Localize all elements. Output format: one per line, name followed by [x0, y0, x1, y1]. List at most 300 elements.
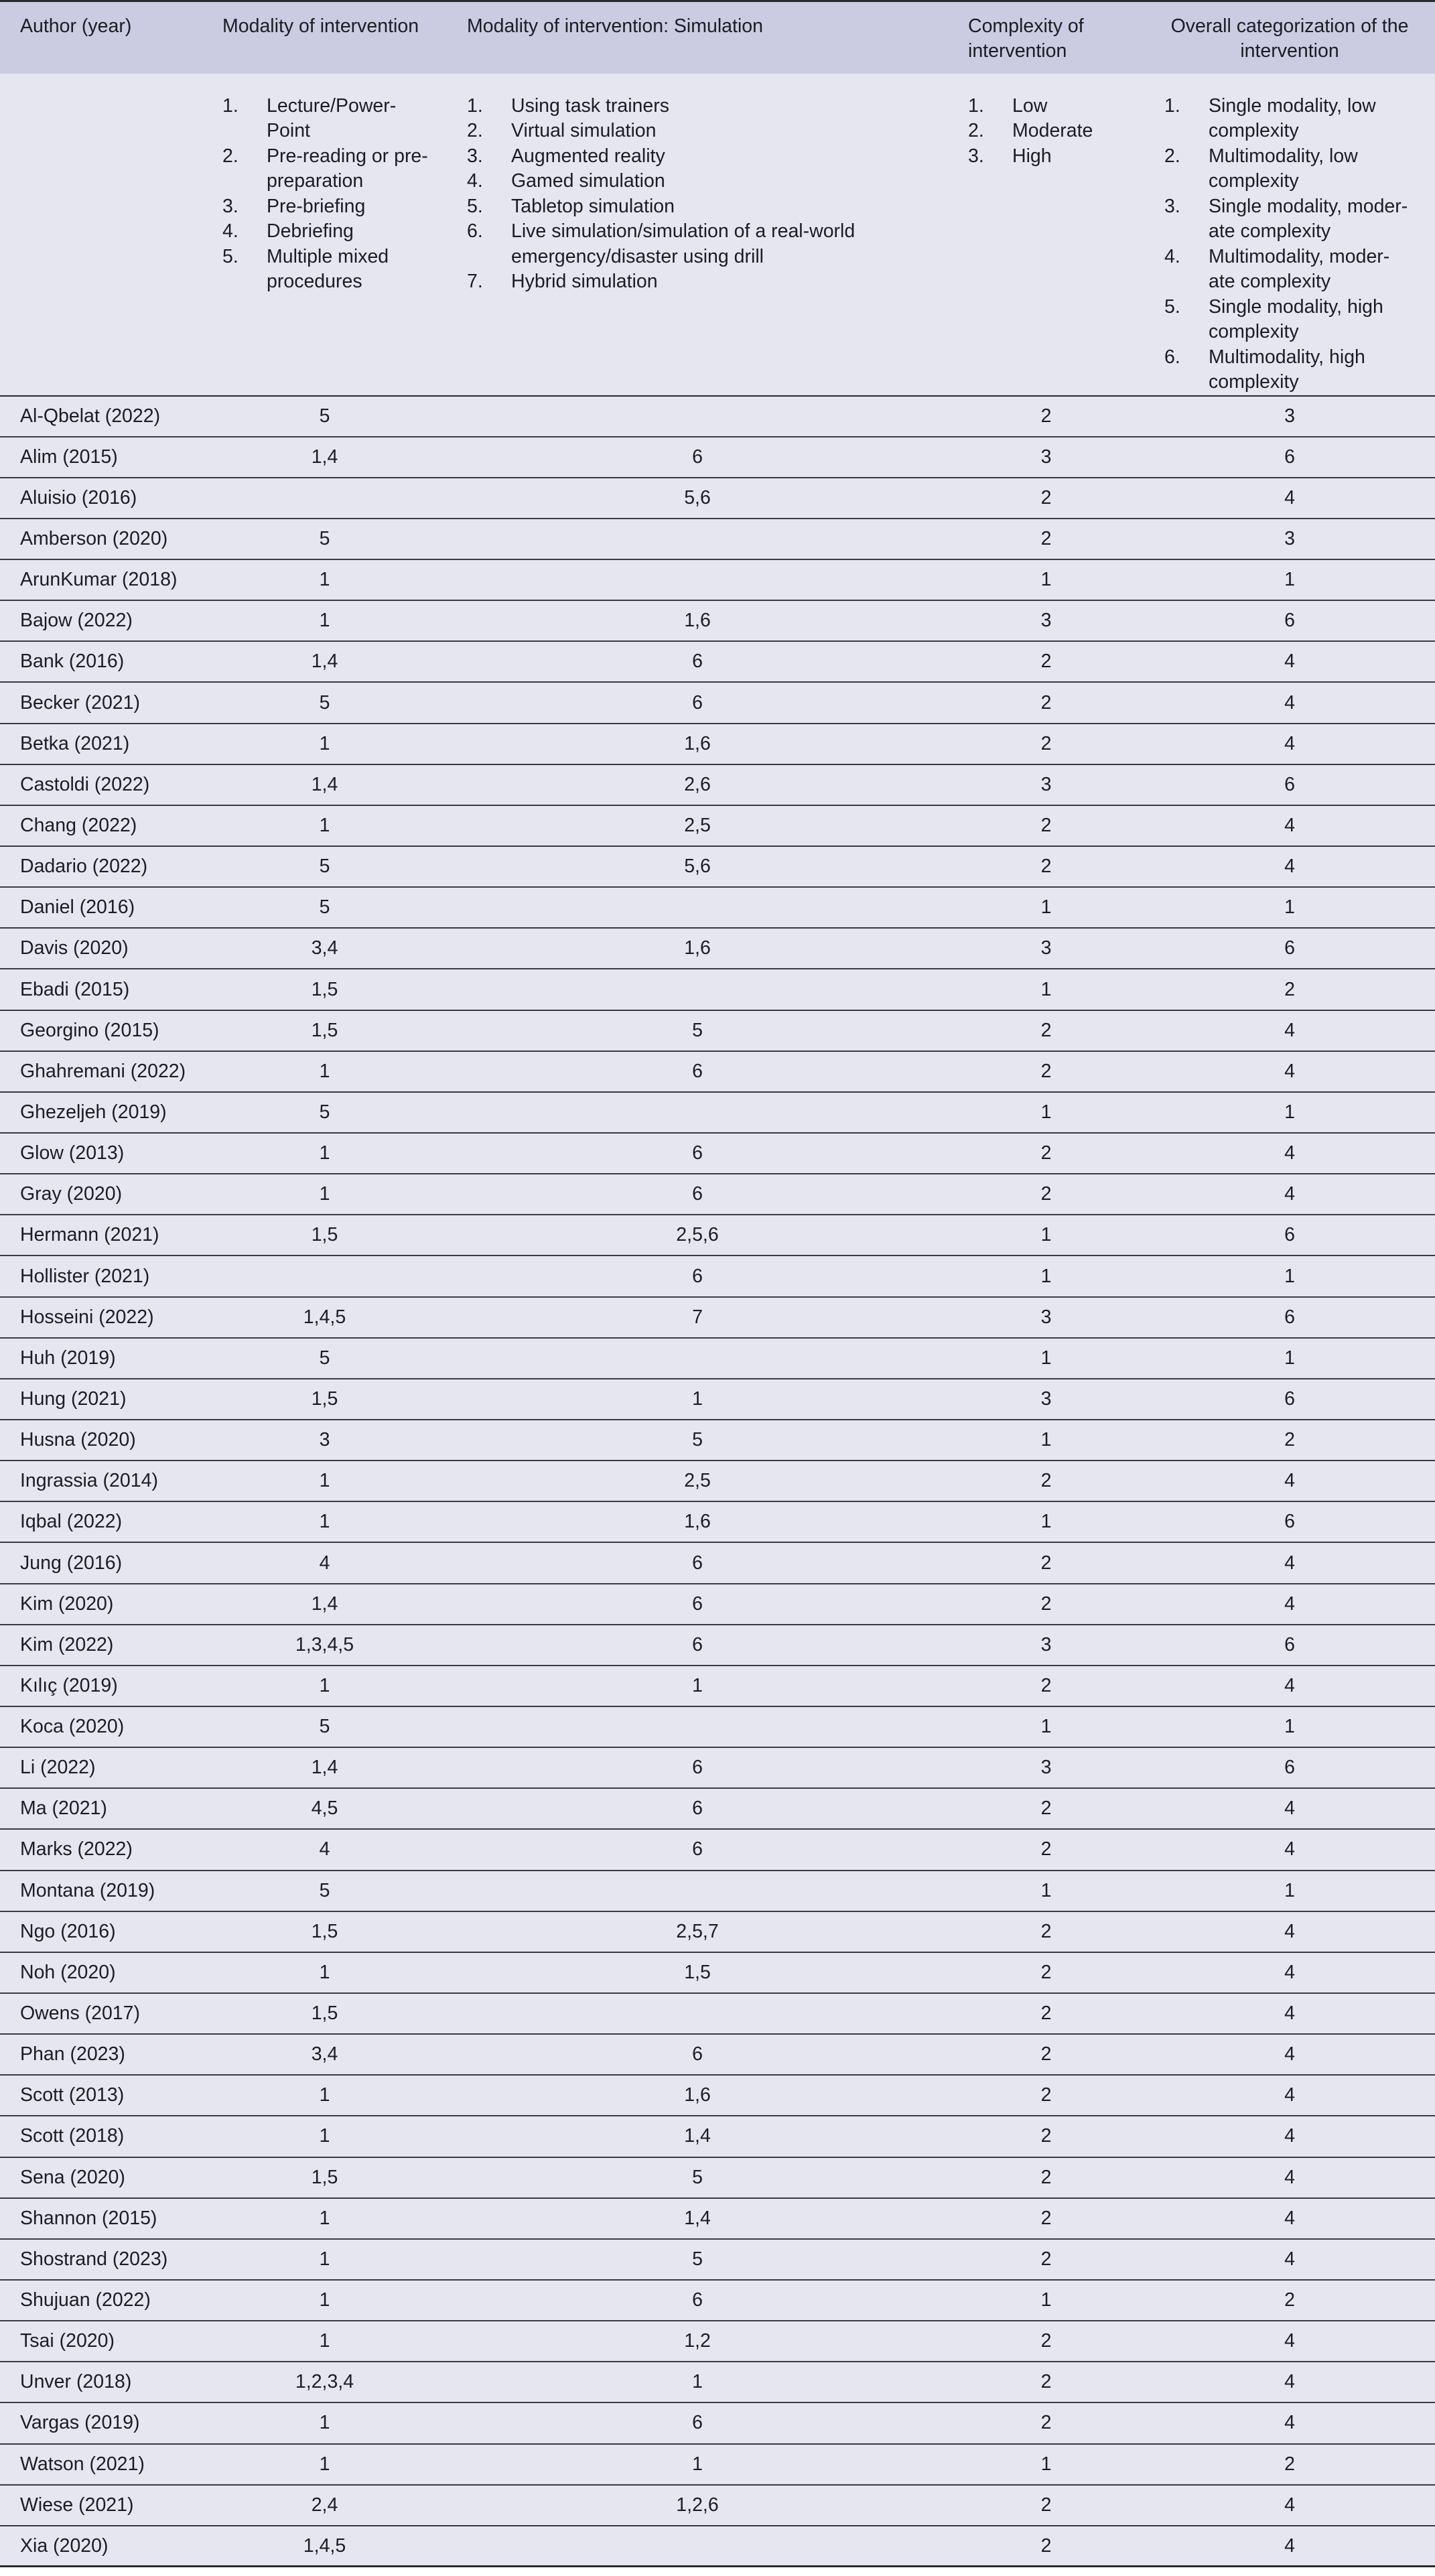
author-cell: Ghezeljeh (2019) [0, 1092, 202, 1133]
simulation-cell: 1 [447, 1666, 948, 1706]
table-row [0, 1952, 1435, 1993]
complexity-cell: 1 [948, 969, 1144, 1010]
simulation-cell: 2,5,6 [447, 1215, 948, 1256]
complexity-cell: 3 [948, 437, 1144, 478]
modality-cell: 1,4,5 [202, 2526, 447, 2567]
modality-cell: 5 [202, 846, 447, 887]
complexity-cell: 2 [948, 805, 1144, 846]
complexity-cell: 1 [948, 559, 1144, 600]
modality-cell: 1 [202, 1461, 447, 1501]
modality-cell: 1 [202, 805, 447, 846]
overall-cell: 4 [1144, 1051, 1435, 1092]
complexity-cell: 1 [948, 2280, 1144, 2321]
modality-cell: 1,5 [202, 1215, 447, 1256]
author-cell: ArunKumar (2018) [0, 559, 202, 600]
complexity-cell: 2 [948, 1174, 1144, 1215]
legend-item-text: Using task trainers [511, 94, 670, 117]
simulation-cell: 6 [447, 1584, 948, 1625]
legend-item-text: Pre-briefing [267, 195, 366, 217]
complexity-cell: 2 [948, 641, 1144, 682]
modality-legend-item [222, 245, 433, 295]
legend-item-number: 1. [467, 94, 483, 117]
table-row [0, 2362, 1435, 2402]
complexity-legend-list [968, 94, 1138, 170]
simulation-cell: 6 [447, 1747, 948, 1788]
modality-cell: 1,5 [202, 1379, 447, 1420]
simulation-cell: 6 [447, 1788, 948, 1829]
overall-cell: 4 [1144, 2157, 1435, 2198]
author-cell: Owens (2017) [0, 1993, 202, 2034]
table-row [0, 1542, 1435, 1583]
author-cell: Alim (2015) [0, 437, 202, 478]
table-row [0, 724, 1435, 764]
legend-complexity [948, 74, 1144, 396]
table-row [0, 2280, 1435, 2321]
complexity-cell: 3 [948, 764, 1144, 805]
overall-cell: 4 [1144, 1542, 1435, 1583]
author-cell: Shannon (2015) [0, 2198, 202, 2239]
simulation-cell: 5 [447, 2239, 948, 2280]
modality-cell: 1 [202, 1952, 447, 1993]
legend-item-number: 5. [1164, 295, 1180, 318]
legend-item-number: 5. [222, 245, 238, 267]
legend-author-empty [0, 74, 202, 396]
author-cell: Xia (2020) [0, 2526, 202, 2567]
overall-cell: 4 [1144, 1174, 1435, 1215]
overall-cell: 4 [1144, 641, 1435, 682]
table-row [0, 887, 1435, 928]
table-row [0, 1501, 1435, 1542]
simulation-cell: 6 [447, 1829, 948, 1870]
table-row [0, 1584, 1435, 1625]
modality-legend-item [222, 94, 433, 144]
legend-simulation [447, 74, 948, 396]
modality-cell: 1,4 [202, 1584, 447, 1625]
table-row [0, 437, 1435, 478]
complexity-cell: 1 [948, 1420, 1144, 1461]
modality-legend-list [222, 94, 433, 295]
overall-cell: 6 [1144, 1297, 1435, 1338]
table-row [0, 2239, 1435, 2280]
author-cell: Bank (2016) [0, 641, 202, 682]
simulation-cell: 2,5 [447, 1461, 948, 1501]
overall-cell: 1 [1144, 887, 1435, 928]
simulation-cell [447, 396, 948, 437]
complexity-cell: 2 [948, 2402, 1144, 2443]
legend-item-number: 4. [222, 220, 238, 242]
table-row [0, 2198, 1435, 2239]
author-cell: Watson (2021) [0, 2444, 202, 2485]
overall-cell: 2 [1144, 2444, 1435, 2485]
legend-item-number: 6. [467, 220, 483, 242]
overall-cell: 1 [1144, 559, 1435, 600]
modality-cell: 1,4 [202, 437, 447, 478]
legend-item-text: Single modality, moder-ate complexity [1209, 195, 1408, 242]
simulation-legend-item [467, 269, 935, 295]
simulation-cell: 5,6 [447, 478, 948, 519]
modality-cell: 1 [202, 1666, 447, 1706]
author-cell: Ingrassia (2014) [0, 1461, 202, 1501]
complexity-cell: 1 [948, 1256, 1144, 1296]
overall-legend-item [1164, 245, 1415, 295]
table-row [0, 519, 1435, 559]
modality-cell: 1,4 [202, 764, 447, 805]
simulation-cell: 6 [447, 1133, 948, 1174]
modality-legend-item [222, 219, 433, 245]
legend-item-text: Pre-reading or pre-preparation [267, 145, 428, 192]
overall-cell: 6 [1144, 1379, 1435, 1420]
complexity-legend-item [968, 144, 1138, 170]
modality-cell: 1 [202, 2444, 447, 2485]
simulation-cell: 6 [447, 2402, 948, 2443]
author-cell: Hosseini (2022) [0, 1297, 202, 1338]
legend-item-number: 1. [1164, 94, 1180, 117]
table-row [0, 2526, 1435, 2567]
author-cell: Montana (2019) [0, 1871, 202, 1911]
overall-cell: 6 [1144, 764, 1435, 805]
overall-cell: 4 [1144, 682, 1435, 723]
overall-cell: 4 [1144, 2116, 1435, 2157]
table-row [0, 1420, 1435, 1461]
modality-cell: 1 [202, 724, 447, 764]
simulation-legend-item [467, 169, 935, 194]
author-cell: Ghahremani (2022) [0, 1051, 202, 1092]
complexity-cell: 2 [948, 2198, 1144, 2239]
table-row [0, 764, 1435, 805]
modality-cell: 1 [202, 2198, 447, 2239]
table-row [0, 641, 1435, 682]
overall-cell: 4 [1144, 846, 1435, 887]
overall-cell: 4 [1144, 1788, 1435, 1829]
author-cell: Georgino (2015) [0, 1010, 202, 1051]
author-cell: Hung (2021) [0, 1379, 202, 1420]
modality-cell: 1 [202, 2402, 447, 2443]
author-cell: Ngo (2016) [0, 1911, 202, 1952]
legend-row [0, 74, 1435, 396]
author-cell: Al-Qbelat (2022) [0, 396, 202, 437]
table-row [0, 2402, 1435, 2443]
simulation-cell: 1,5 [447, 1952, 948, 1993]
overall-cell: 6 [1144, 437, 1435, 478]
author-cell: Kim (2020) [0, 1584, 202, 1625]
table-row [0, 928, 1435, 969]
modality-cell: 1,3,4,5 [202, 1625, 447, 1666]
modality-cell: 1 [202, 559, 447, 600]
simulation-cell: 6 [447, 1625, 948, 1666]
modality-cell: 3,4 [202, 928, 447, 969]
simulation-cell [447, 2526, 948, 2567]
complexity-cell: 2 [948, 1133, 1144, 1174]
overall-cell: 4 [1144, 478, 1435, 519]
header-row [0, 1, 1435, 74]
modality-cell: 5 [202, 1092, 447, 1133]
overall-cell: 4 [1144, 1829, 1435, 1870]
simulation-cell: 5,6 [447, 846, 948, 887]
modality-cell: 1,5 [202, 2157, 447, 2198]
complexity-cell: 1 [948, 1092, 1144, 1133]
legend-item-text: High [1012, 145, 1052, 167]
author-cell: Ebadi (2015) [0, 969, 202, 1010]
modality-cell: 2,4 [202, 2485, 447, 2526]
overall-cell: 4 [1144, 805, 1435, 846]
table-row [0, 2034, 1435, 2075]
simulation-cell: 1 [447, 2444, 948, 2485]
overall-cell: 4 [1144, 2362, 1435, 2402]
simulation-cell: 6 [447, 437, 948, 478]
table-row [0, 1625, 1435, 1666]
simulation-cell: 5 [447, 1420, 948, 1461]
table-row [0, 1010, 1435, 1051]
overall-cell: 4 [1144, 1666, 1435, 1706]
complexity-legend-item [968, 119, 1138, 144]
overall-cell: 4 [1144, 724, 1435, 764]
simulation-cell: 1,6 [447, 724, 948, 764]
overall-cell: 4 [1144, 1911, 1435, 1952]
legend-item-text: Multiple mixed procedures [267, 245, 389, 292]
simulation-cell: 6 [447, 641, 948, 682]
modality-cell: 1 [202, 1133, 447, 1174]
author-cell: Glow (2013) [0, 1133, 202, 1174]
modality-cell: 4 [202, 1542, 447, 1583]
author-cell: Shostrand (2023) [0, 2239, 202, 2280]
complexity-cell: 2 [948, 2526, 1144, 2567]
modality-cell: 1,5 [202, 969, 447, 1010]
simulation-cell: 2,5,7 [447, 1911, 948, 1952]
table-row [0, 478, 1435, 519]
modality-cell: 1,5 [202, 1911, 447, 1952]
legend-item-number: 6. [1164, 346, 1180, 368]
author-cell: Scott (2018) [0, 2116, 202, 2157]
overall-cell: 1 [1144, 1092, 1435, 1133]
author-cell: Hermann (2021) [0, 1215, 202, 1256]
simulation-cell: 1 [447, 2362, 948, 2402]
complexity-cell: 3 [948, 1747, 1144, 1788]
modality-cell [202, 1256, 447, 1296]
complexity-cell: 2 [948, 682, 1144, 723]
author-cell: Marks (2022) [0, 1829, 202, 1870]
simulation-legend-list [467, 94, 935, 295]
legend-item-number: 3. [1164, 195, 1180, 217]
table-row [0, 1871, 1435, 1911]
complexity-cell: 3 [948, 1297, 1144, 1338]
overall-cell: 3 [1144, 396, 1435, 437]
modality-cell: 1 [202, 1051, 447, 1092]
table-row [0, 2157, 1435, 2198]
legend-item-text: Gamed simulation [511, 170, 665, 192]
complexity-cell: 1 [948, 1871, 1144, 1911]
overall-cell: 1 [1144, 1338, 1435, 1379]
legend-item-number: 1. [222, 94, 238, 117]
simulation-cell [447, 519, 948, 559]
table-row [0, 396, 1435, 437]
author-cell: Wiese (2021) [0, 2485, 202, 2526]
complexity-cell: 2 [948, 1584, 1144, 1625]
simulation-cell: 1,6 [447, 1501, 948, 1542]
legend-item-number: 3. [467, 145, 483, 167]
author-cell: Amberson (2020) [0, 519, 202, 559]
author-cell: Kim (2022) [0, 1625, 202, 1666]
simulation-cell [447, 1706, 948, 1747]
overall-cell: 4 [1144, 2402, 1435, 2443]
table-row [0, 1051, 1435, 1092]
author-cell: Chang (2022) [0, 805, 202, 846]
modality-cell: 1 [202, 2239, 447, 2280]
simulation-cell: 6 [447, 682, 948, 723]
simulation-cell: 1,4 [447, 2198, 948, 2239]
table-row [0, 1829, 1435, 1870]
complexity-cell: 3 [948, 1379, 1144, 1420]
table-row [0, 969, 1435, 1010]
legend-item-text: Low [1012, 94, 1048, 117]
table-row [0, 1092, 1435, 1133]
legend-modality [202, 74, 447, 396]
complexity-cell: 2 [948, 846, 1144, 887]
simulation-legend-item [467, 119, 935, 144]
overall-cell: 1 [1144, 1256, 1435, 1296]
overall-cell: 4 [1144, 1584, 1435, 1625]
legend-item-number: 2. [1164, 145, 1180, 167]
modality-cell [202, 478, 447, 519]
legend-item-number: 2. [222, 145, 238, 167]
overall-cell: 1 [1144, 1871, 1435, 1911]
header-overall: Overall categorization of the intervention [1144, 1, 1435, 74]
legend-item-number: 3. [968, 145, 984, 167]
table-row [0, 1297, 1435, 1338]
complexity-cell: 2 [948, 2239, 1144, 2280]
author-cell: Davis (2020) [0, 928, 202, 969]
author-cell: Shujuan (2022) [0, 2280, 202, 2321]
modality-cell: 1,2,3,4 [202, 2362, 447, 2402]
author-cell: Gray (2020) [0, 1174, 202, 1215]
overall-legend-item [1164, 94, 1415, 144]
complexity-cell: 2 [948, 2116, 1144, 2157]
overall-cell: 4 [1144, 2321, 1435, 2362]
complexity-cell: 2 [948, 1788, 1144, 1829]
overall-cell: 6 [1144, 1625, 1435, 1666]
simulation-cell: 1 [447, 1379, 948, 1420]
simulation-cell: 6 [447, 1256, 948, 1296]
complexity-cell: 2 [948, 1051, 1144, 1092]
complexity-cell: 3 [948, 600, 1144, 641]
simulation-cell: 5 [447, 1010, 948, 1051]
simulation-legend-item [467, 194, 935, 220]
complexity-cell: 2 [948, 2157, 1144, 2198]
modality-cell: 1,4 [202, 1747, 447, 1788]
simulation-cell: 1,6 [447, 2075, 948, 2116]
complexity-cell: 2 [948, 2075, 1144, 2116]
table-row [0, 1338, 1435, 1379]
overall-cell: 1 [1144, 1706, 1435, 1747]
legend-item-number: 4. [1164, 245, 1180, 267]
legend-item-text: Moderate [1012, 120, 1093, 141]
table-row [0, 2116, 1435, 2157]
simulation-cell: 6 [447, 1174, 948, 1215]
overall-legend-item [1164, 194, 1415, 245]
simulation-cell: 1,2 [447, 2321, 948, 2362]
legend-item-text: Multimodality, high complexity [1209, 346, 1365, 393]
author-cell: Noh (2020) [0, 1952, 202, 1993]
overall-cell: 4 [1144, 2485, 1435, 2526]
table-row [0, 682, 1435, 723]
author-cell: Bajow (2022) [0, 600, 202, 641]
complexity-cell: 1 [948, 1338, 1144, 1379]
author-cell: Dadario (2022) [0, 846, 202, 887]
header-author: Author (year) [0, 1, 202, 74]
table-row [0, 1747, 1435, 1788]
overall-cell: 3 [1144, 519, 1435, 559]
legend-item-number: 1. [968, 94, 984, 117]
overall-legend-item [1164, 295, 1415, 345]
author-cell: Koca (2020) [0, 1706, 202, 1747]
simulation-cell [447, 559, 948, 600]
table-row [0, 2444, 1435, 2485]
modality-cell: 5 [202, 1338, 447, 1379]
complexity-cell: 2 [948, 1461, 1144, 1501]
simulation-cell [447, 1338, 948, 1379]
author-cell: Scott (2013) [0, 2075, 202, 2116]
legend-item-text: Hybrid simulation [511, 271, 658, 292]
modality-cell: 4 [202, 1829, 447, 1870]
legend-item-text: Augmented reality [511, 145, 665, 167]
modality-cell: 1,4 [202, 641, 447, 682]
table-row [0, 2485, 1435, 2526]
legend-item-number: 2. [968, 120, 984, 141]
legend-item-text: Live simulation/simulation of a real-world emergency/disaster using drill [511, 220, 856, 267]
modality-cell: 5 [202, 682, 447, 723]
table-row [0, 1133, 1435, 1174]
author-cell: Jung (2016) [0, 1542, 202, 1583]
table-row [0, 1993, 1435, 2034]
complexity-cell: 2 [948, 519, 1144, 559]
complexity-cell: 2 [948, 1952, 1144, 1993]
author-cell: Husna (2020) [0, 1420, 202, 1461]
legend-item-text: Multimodality, low complexity [1209, 145, 1358, 192]
modality-legend-item [222, 194, 433, 220]
complexity-cell: 2 [948, 1911, 1144, 1952]
complexity-cell: 2 [948, 2034, 1144, 2075]
complexity-cell: 2 [948, 396, 1144, 437]
author-cell: Castoldi (2022) [0, 764, 202, 805]
author-cell: Becker (2021) [0, 682, 202, 723]
modality-cell: 1 [202, 1174, 447, 1215]
header-simulation: Modality of intervention: Simulation [447, 1, 948, 74]
complexity-cell: 3 [948, 1625, 1144, 1666]
simulation-cell: 1,4 [447, 2116, 948, 2157]
complexity-cell: 2 [948, 1666, 1144, 1706]
complexity-cell: 2 [948, 2362, 1144, 2402]
header-complexity: Complexity of intervention [948, 1, 1144, 74]
simulation-cell: 6 [447, 2280, 948, 2321]
author-cell: Ma (2021) [0, 1788, 202, 1829]
simulation-legend-item [467, 219, 935, 269]
complexity-cell: 1 [948, 1706, 1144, 1747]
overall-cell: 4 [1144, 1461, 1435, 1501]
overall-cell: 6 [1144, 928, 1435, 969]
overall-cell: 6 [1144, 600, 1435, 641]
simulation-cell [447, 969, 948, 1010]
legend-item-text: Virtual simulation [511, 120, 657, 141]
modality-cell: 1 [202, 2116, 447, 2157]
modality-cell: 5 [202, 396, 447, 437]
overall-cell: 4 [1144, 1993, 1435, 2034]
table-row [0, 846, 1435, 887]
overall-cell: 4 [1144, 1952, 1435, 1993]
author-cell: Huh (2019) [0, 1338, 202, 1379]
author-cell: Kılıç (2019) [0, 1666, 202, 1706]
legend-item-text: Debriefing [267, 220, 354, 242]
complexity-cell: 1 [948, 887, 1144, 928]
table-row [0, 559, 1435, 600]
